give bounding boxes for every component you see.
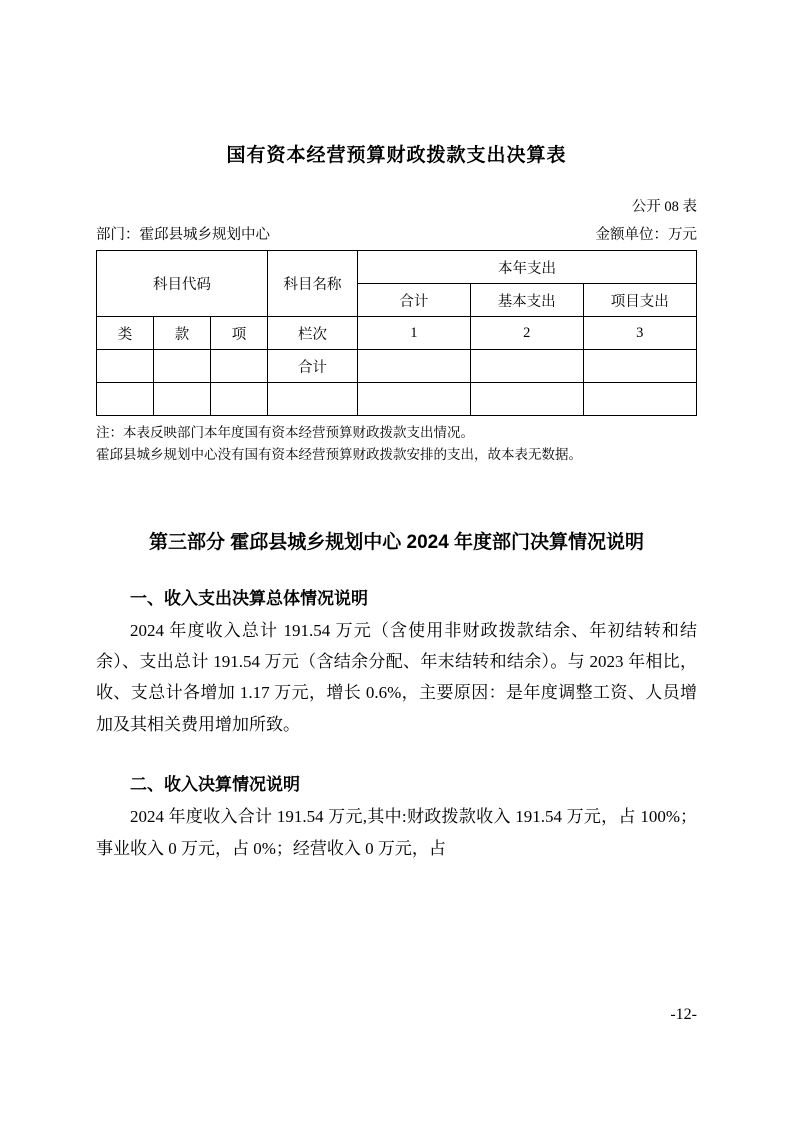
section1-paragraph: 2024 年度收入总计 191.54 万元（含使用非财政拨款结余、年初结转和结余）、支出总计 191.54 万元（含结余分配、年末结转和结余）。与 2023 年相比，收、支总计各增加 1.17 万元，增长 0.6%，主要原因：是年度调整工资、人员增加及其相关费用增加所致。 (96, 620, 697, 734)
section1-heading: 一、收入支出决算总体情况说明 (130, 588, 368, 608)
note-line-1: 注：本表反映部门本年度国有资本经营预算财政拨款支出情况。 (96, 425, 474, 440)
department-label: 部门：霍邱县城乡规划中心 (96, 227, 270, 243)
table-header-row-1 (97, 251, 697, 284)
table-subheader-row (97, 317, 697, 350)
budget-table (96, 250, 697, 416)
cell-project (583, 383, 696, 416)
subheader-col2: 2 (470, 317, 583, 350)
page-number: -12- (670, 1006, 697, 1023)
cell-basic (470, 350, 583, 383)
section2-paragraph: 2024 年度收入合计 191.54 万元,其中:财政拨款收入 191.54 万元，占 100%；事业收入 0 万元，占 0%；经营收入 0 万元，占 (96, 807, 697, 858)
subheader-class: 类 (97, 317, 154, 350)
table-notes (96, 422, 697, 467)
department-meta-row (96, 223, 697, 244)
table-row (97, 350, 697, 383)
cell-code-section (154, 383, 211, 416)
cell-project (583, 350, 696, 383)
cell-code-class (97, 383, 154, 416)
cell-name (268, 383, 358, 416)
subheader-col1: 1 (358, 317, 471, 350)
cell-code-section (154, 350, 211, 383)
cell-total (358, 383, 471, 416)
page-title: 国有资本经营预算财政拨款支出决算表 (226, 145, 567, 166)
header-name-col: 科目名称 (268, 251, 358, 317)
header-total: 合计 (358, 284, 471, 317)
subheader-col3: 3 (583, 317, 696, 350)
amount-unit: 金额单位：万元 (595, 227, 697, 243)
header-project: 项目支出 (583, 284, 696, 317)
header-basic: 基本支出 (470, 284, 583, 317)
cell-name: 合计 (268, 350, 358, 383)
subheader-section: 款 (154, 317, 211, 350)
cell-code-item (211, 350, 268, 383)
subheader-item: 项 (211, 317, 268, 350)
header-current-year: 本年支出 (358, 251, 697, 284)
section2-heading: 二、收入决算情况说明 (130, 775, 300, 795)
cell-basic (470, 383, 583, 416)
cell-code-class (97, 350, 154, 383)
cell-code-item (211, 383, 268, 416)
form-code: 公开 08 表 (631, 199, 697, 215)
cell-total (358, 350, 471, 383)
note-line-2: 霍邱县城乡规划中心没有国有资本经营预算财政拨款安排的支出，故本表无数据。 (96, 447, 582, 463)
part3-heading: 第三部分 霍邱县城乡规划中心 2024 年度部门决算情况说明 (148, 531, 645, 553)
table-row (97, 383, 697, 416)
subheader-column-label: 栏次 (268, 317, 358, 350)
header-code-col: 科目代码 (97, 251, 268, 317)
